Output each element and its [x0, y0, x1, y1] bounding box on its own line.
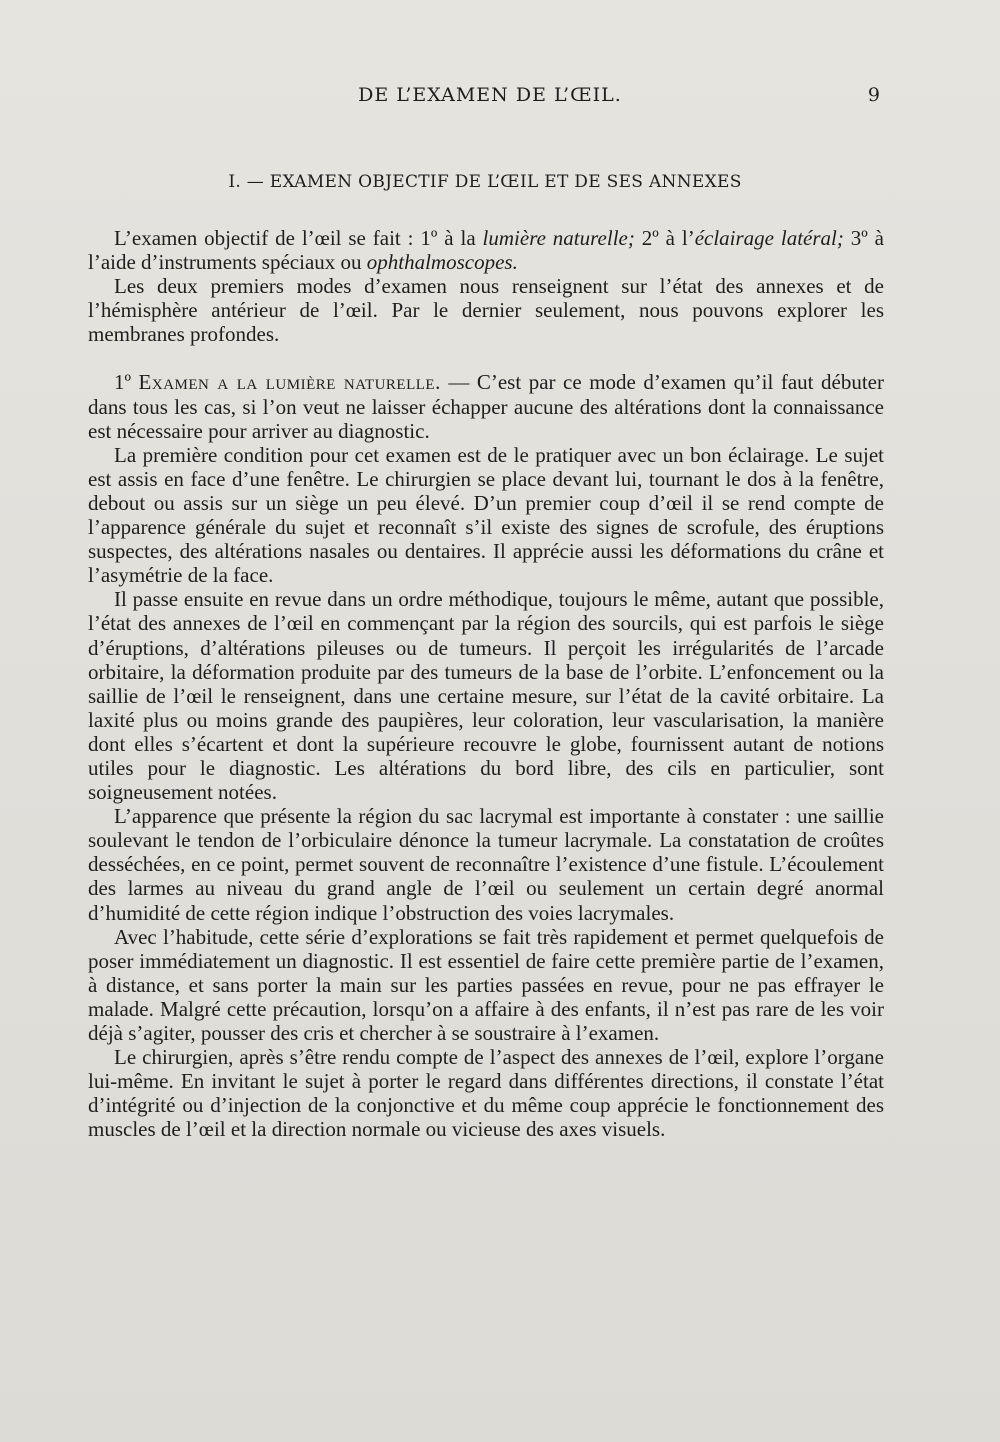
paragraph-7: Avec l’habitude, cette série d’explorations se fait très rapidement et permet quelquefois de poser immédiatement un diagnostic. Il est essentiel de faire cette première partie de l’examen, à distance, et sans porter la main sur les parties passées en revue, pour ne pas effrayer le malade. Malgré cette précaution, lorsqu’on a affaire à des enfants, il n’est pas rare de les voir déjà s’agiter, pousser des cris et chercher à se soustraire à l’examen. [88, 924, 884, 1045]
paragraph-1-part: 2º à l’ [634, 226, 695, 250]
running-head [0, 84, 1000, 108]
paragraph-1-part: 3º à l’aide d’instruments spéciaux ou [88, 226, 884, 275]
paragraph-8: Le chirurgien, après s’être rendu compte de l’aspect des annexes de l’œil, explore l’organe lui-même. En invitant le sujet à porter le regard dans différentes directions, il constate l’état d’intégrité ou d’injection de la conjonctive et du même coup apprécie le fonctionnement des muscles de l’œil et la direction normale ou vicieuse des axes visuels. [88, 1045, 884, 1142]
paragraph-5: Il passe ensuite en revue dans un ordre méthodique, toujours le même, autant que possible, l’état des annexes de l’œil en commençant par la région des sourcils, qui est parfois le siège d’éruptions, d’altérations pileuses ou de tumeurs. Il perçoit les irrégularités de l’arcade orbitaire, la déformation produite par des tumeurs de la base de l’orbite. L’enfoncement ou la saillie de l’œil le renseignent, dans une certaine mesure, sur l’état de la cavité orbitaire. La laxité plus ou moins grande des paupières, leur coloration, leur vascularisation, la manière dont elles s’écartent et dont la supérieure recouvre le globe, fournissent autant de notions utiles pour le diagnostic. Les altérations du bord libre, des cils en particulier, sont soigneusement notées. [88, 587, 884, 805]
section-heading: I. — EXAMEN OBJECTIF DE L’ŒIL ET DE SES ANNEXES [228, 172, 742, 192]
paragraph-1-italic: éclairage latéral; [694, 226, 844, 250]
paragraph-1 [88, 226, 884, 274]
page-number: 9 [867, 84, 880, 106]
paragraph-4: La première condition pour cet examen est de le pratiquer avec un bon éclairage. Le sujet est assis en face d’une fenêtre. Le chirurgien se place devant lui, tournant le dos à la fenêtre, debout ou assis sur un siège un peu élevé. D’un premier coup d’œil il se rend compte de l’apparence générale du sujet et reconnaît s’il existe des signes de scrofule, des éruptions suspectes, des altérations nasales ou dentaires. Il apprécie aussi les déformations du crâne et l’asymétrie de la face. [88, 442, 884, 588]
paragraph-6: L’apparence que présente la région du sac lacrymal est importante à constater : une saillie soulevant le tendon de l’orbiculaire dénonce la tumeur lacrymale. La constatation de croûtes desséchées, en ce point, permet souvent de reconnaître l’existence d’une fistule. L’écoulement des larmes au niveau du grand angle de l’œil ou seulement un certain degré anormal d’humidité de cette région indique l’obstruction des voies lacrymales. [88, 804, 884, 925]
body-text [88, 226, 884, 1141]
paragraph-1-italic: ophthalmoscopes. [366, 250, 518, 275]
subsection-title: Examen a la lumière naturelle. [138, 370, 441, 395]
running-title: DE L’EXAMEN DE L’ŒIL. [358, 84, 622, 106]
paragraph-1-italic: lumière naturelle; [482, 226, 635, 250]
paragraph-3-text: — C’est par ce mode d’examen qu’il faut débuter dans tous les cas, si l’on veut ne laisser échapper aucune des altérations dont la connaissance est nécessaire pour arriver au diagnostic. [88, 370, 884, 443]
paragraph-1-part: L’examen objectif de l’œil se fait : 1º à la [114, 226, 483, 250]
subsection-number: 1º [114, 370, 139, 395]
paragraph-3 [88, 370, 884, 442]
paragraph-2: Les deux premiers modes d’examen nous renseignent sur l’état des annexes et de l’hémisphère antérieur de l’œil. Par le dernier seulement, nous pouvons explorer les membranes profondes. [88, 274, 884, 347]
